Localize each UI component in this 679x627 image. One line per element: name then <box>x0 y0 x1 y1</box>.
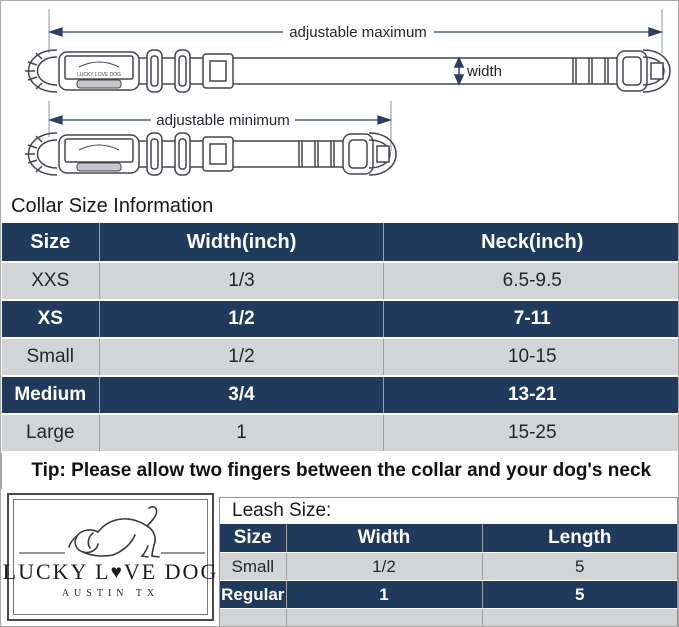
tip-text: Tip: Please allow two fingers between the collar and your dog's neck <box>2 452 679 490</box>
cell-neck: 15-25 <box>384 414 679 452</box>
table-row <box>2 376 679 414</box>
col-header-length: Length <box>482 524 677 553</box>
col-header-width: Width(inch) <box>100 223 384 262</box>
dimension-label-max: adjustable maximum <box>289 24 427 41</box>
cell-neck: 13-21 <box>384 376 679 414</box>
cell-neck: 6.5-9.5 <box>384 262 679 300</box>
col-header-width: Width <box>286 524 482 553</box>
brand-location: AUSTIN TX <box>61 588 160 599</box>
buckle-brand-text: LUCKY LOVE DOG <box>76 72 122 78</box>
dimension-label-width: width <box>467 63 503 80</box>
table-row <box>220 553 677 581</box>
tip-row <box>2 452 679 490</box>
cell-size: Medium <box>2 376 100 414</box>
dimension-label-min: adjustable minimum <box>156 112 290 129</box>
table-row-empty <box>220 609 677 627</box>
collar-max-illustration <box>25 50 670 92</box>
leash-size-table <box>220 524 677 627</box>
cell-length: 5 <box>482 581 677 609</box>
cell-size: XS <box>2 300 100 338</box>
leash-table-header-row <box>220 524 677 553</box>
cell-length <box>482 609 677 627</box>
cell-size: XXS <box>2 262 100 300</box>
table-row <box>2 414 679 452</box>
cell-neck: 10-15 <box>384 338 679 376</box>
cell-width: 1/2 <box>286 553 482 581</box>
table-row <box>220 581 677 609</box>
col-header-neck: Neck(inch) <box>384 223 679 262</box>
cell-size: Regular <box>220 581 286 609</box>
table-row <box>2 338 679 376</box>
cell-width: 1 <box>100 414 384 452</box>
col-header-size: Size <box>2 223 100 262</box>
cell-size <box>220 609 286 627</box>
cell-size: Large <box>2 414 100 452</box>
cell-width: 1 <box>286 581 482 609</box>
heart-icon: ♥ <box>110 562 124 583</box>
cell-neck: 7-11 <box>384 300 679 338</box>
cell-width: 1/2 <box>100 338 384 376</box>
cell-length: 5 <box>482 553 677 581</box>
table-row <box>2 262 679 300</box>
table-row <box>2 300 679 338</box>
col-header-size: Size <box>220 524 286 553</box>
cell-width: 1/3 <box>100 262 384 300</box>
collar-min-illustration <box>25 133 396 175</box>
cell-width: 1/2 <box>100 300 384 338</box>
collar-diagram <box>1 1 679 191</box>
brand-name: LUCKY L♥VE DOG <box>2 559 219 584</box>
cell-size: Small <box>2 338 100 376</box>
collar-table-header-row <box>2 223 679 262</box>
leash-size-section <box>219 497 678 627</box>
leash-section-title: Leash Size: <box>232 500 332 521</box>
dimension-max <box>49 9 662 53</box>
collar-size-table <box>1 223 679 491</box>
cell-size: Small <box>220 553 286 581</box>
dog-logo-illustration <box>13 502 209 560</box>
cell-width: 3/4 <box>100 376 384 414</box>
collar-section-title: Collar Size Information <box>11 195 214 217</box>
cell-width <box>286 609 482 627</box>
brand-logo <box>2 493 219 621</box>
